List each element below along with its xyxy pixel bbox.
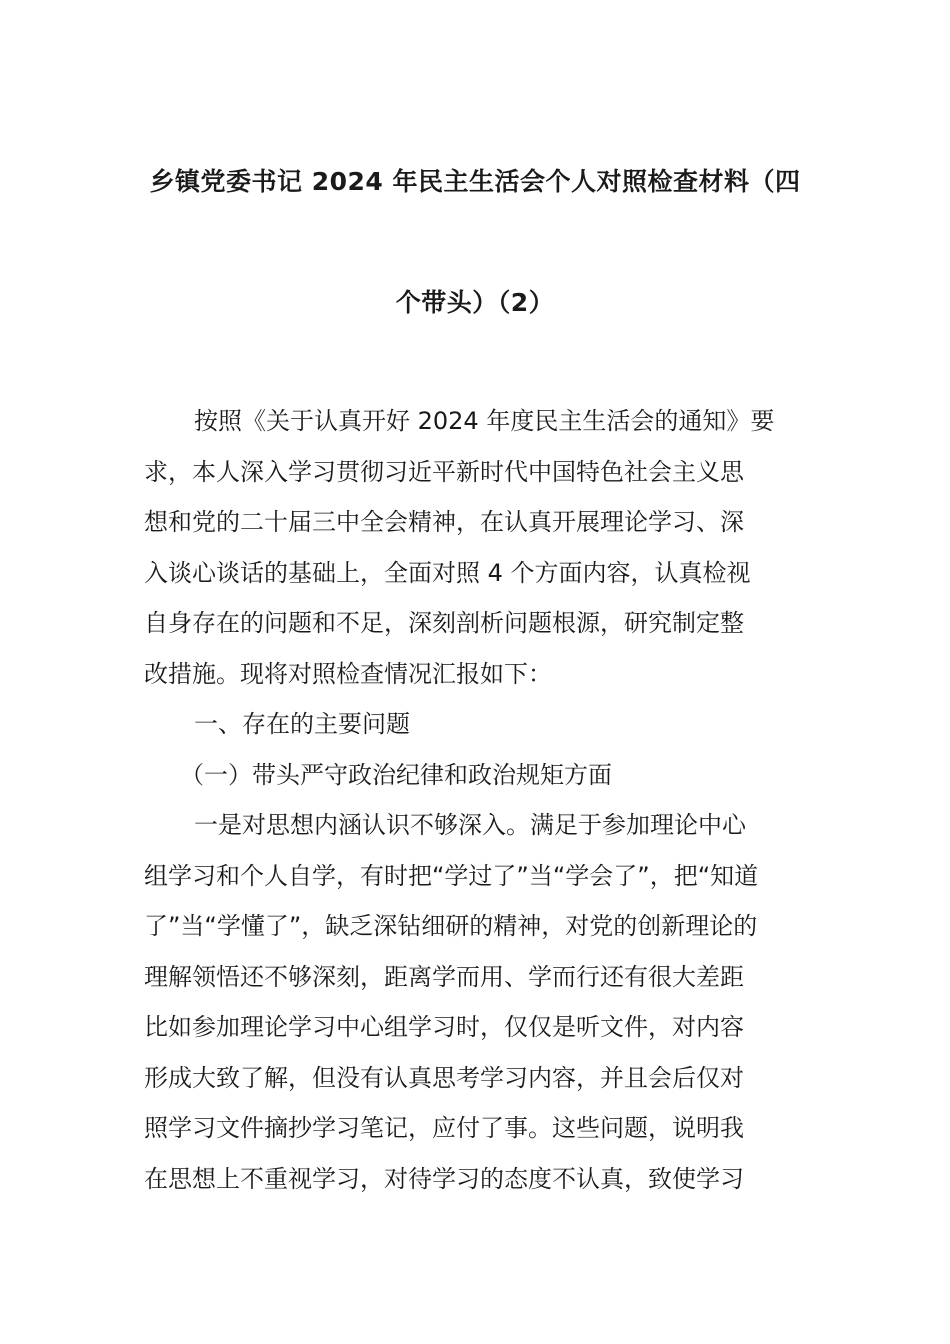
body-line: 一是对思想内涵认识不够深入。满足于参加理论中心 (194, 811, 746, 839)
body-line: 组学习和个人自学，有时把“学过了”当“学会了”，把“知道 (144, 861, 759, 890)
body-line: 一、存在的主要问题 (194, 710, 410, 738)
body-line: 比如参加理论学习中心组学习时，仅仅是听文件，对内容 (144, 1013, 744, 1041)
body-line: （一）带头严守政治纪律和政治规矩方面 (180, 760, 612, 789)
body-line: 理解领悟还不够深刻，距离学而用、学而行还有很大差距 (144, 962, 744, 991)
body-line: 在思想上不重视学习，对待学习的态度不认真，致使学习 (144, 1164, 744, 1193)
body-line: 想和党的二十届三中全会精神，在认真开展理论学习、深 (144, 508, 744, 536)
body-line: 求，本人深入学习贯彻习近平新时代中国特色社会主义思 (144, 457, 744, 486)
body-line: 形成大致了解，但没有认真思考学习内容，并且会后仅对 (144, 1063, 744, 1092)
body-line: 自身存在的问题和不足，深刻剖析问题根源，研究制定整 (144, 609, 744, 637)
body-line: 按照《关于认真开好 2024 年度民主生活会的通知》要 (194, 407, 775, 435)
document-title-line-2: 个带头）（2） (395, 288, 555, 317)
body-line: 照学习文件摘抄学习笔记，应付了事。这些问题，说明我 (144, 1114, 744, 1142)
document-title-line-1: 乡镇党委书记 2024 年民主生活会个人对照检查材料（四 (149, 167, 801, 196)
body-line: 了”当“学懂了”，缺乏深钻细研的精神，对党的创新理论的 (144, 912, 758, 940)
body-line: 改措施。现将对照检查情况汇报如下： (144, 659, 552, 688)
body-line: 入谈心谈话的基础上，全面对照 4 个方面内容，认真检视 (144, 558, 751, 587)
